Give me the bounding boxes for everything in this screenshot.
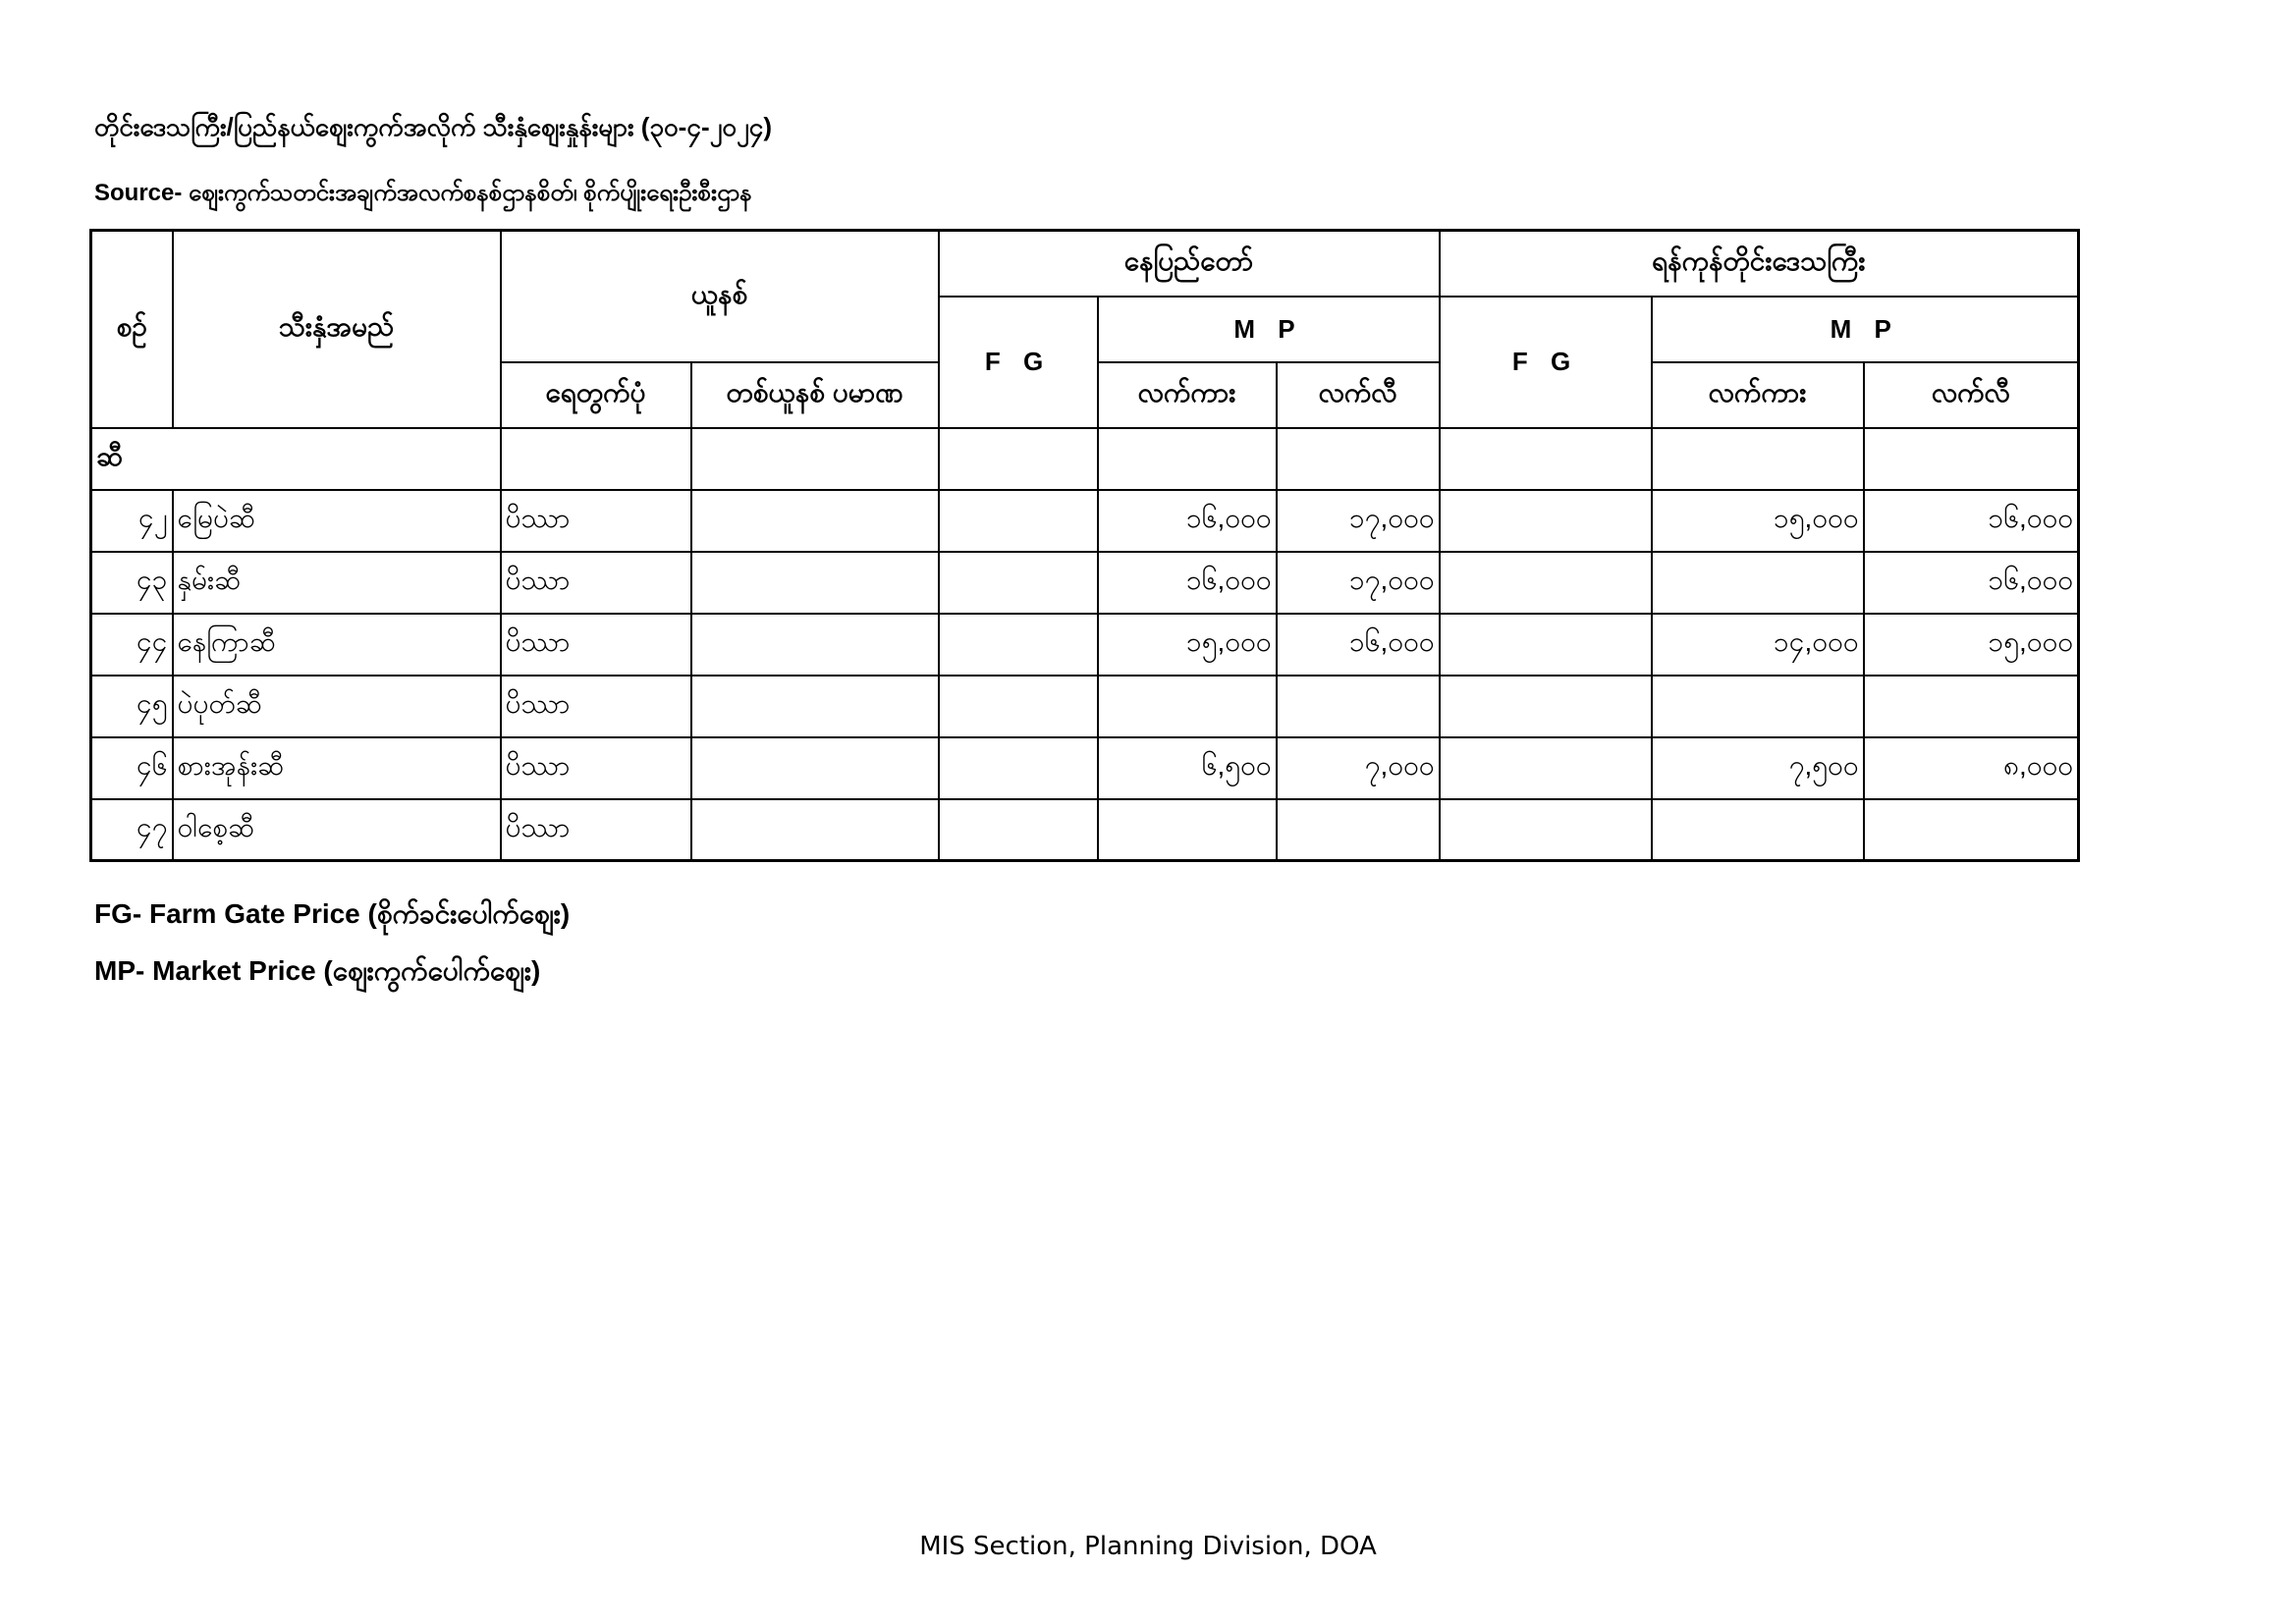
unit-cell: ပိဿာ [501, 552, 691, 614]
ygn-retail-cell: ၈,၀၀၀ [1864, 737, 2079, 799]
ygn-wholesale-cell: ၁၅,၀၀၀ [1652, 490, 1864, 552]
npt-retail-cell [1277, 676, 1440, 737]
npt-retail-cell [1277, 799, 1440, 861]
row-no-cell: ၄၂ [91, 490, 173, 552]
header-region-naypyitaw: နေပြည်တော် [939, 231, 1440, 297]
npt-fg-cell [939, 490, 1098, 552]
unit-metric-cell [691, 737, 939, 799]
header-ygn-fg: F G [1440, 297, 1652, 428]
ygn-retail-cell [1864, 799, 2079, 861]
crop-name-cell: ဝါစေ့ဆီ [173, 799, 501, 861]
header-region-yangon: ရန်ကုန်တိုင်းဒေသကြီး [1440, 231, 2079, 297]
unit-cell: ပိဿာ [501, 490, 691, 552]
ygn-retail-cell [1864, 676, 2079, 737]
header-crop-name: သီးနှံအမည် [173, 231, 501, 428]
table-cell [1652, 428, 1864, 490]
unit-metric-cell [691, 676, 939, 737]
table-row [91, 614, 2079, 676]
ygn-fg-cell [1440, 676, 1652, 737]
crop-name-cell: နှမ်းဆီ [173, 552, 501, 614]
ygn-wholesale-cell [1652, 799, 1864, 861]
npt-retail-cell: ၁၇,၀၀၀ [1277, 552, 1440, 614]
npt-wholesale-cell [1098, 676, 1277, 737]
table-cell [939, 428, 1098, 490]
legend-fg: FG- Farm Gate Price (စိုက်ခင်းပေါက်ဈေး) [94, 898, 571, 929]
unit-cell: ပိဿာ [501, 799, 691, 861]
npt-fg-cell [939, 676, 1098, 737]
header-npt-retail: လက်လီ [1277, 362, 1440, 428]
header-ygn-retail: လက်လီ [1864, 362, 2079, 428]
header-unit-local: ရေတွက်ပုံ [501, 362, 691, 428]
ygn-retail-cell: ၁၆,၀၀၀ [1864, 552, 2079, 614]
npt-wholesale-cell [1098, 799, 1277, 861]
unit-metric-cell [691, 490, 939, 552]
row-no-cell: ၄၄ [91, 614, 173, 676]
category-row [91, 428, 2079, 490]
npt-wholesale-cell: ၁၅,၀၀၀ [1098, 614, 1277, 676]
npt-wholesale-cell: ၁၆,၀၀၀ [1098, 490, 1277, 552]
unit-cell: ပိဿာ [501, 614, 691, 676]
ygn-retail-cell: ၁၆,၀၀၀ [1864, 490, 2079, 552]
table-row [91, 552, 2079, 614]
unit-metric-cell [691, 799, 939, 861]
npt-wholesale-cell: ၁၆,၀၀၀ [1098, 552, 1277, 614]
price-table [89, 229, 2080, 862]
crop-name-cell: မြေပဲဆီ [173, 490, 501, 552]
table-cell [691, 428, 939, 490]
category-label: ဆီ [91, 428, 501, 490]
row-no-cell: ၄၅ [91, 676, 173, 737]
header-no: စဉ် [91, 231, 173, 428]
row-no-cell: ၄၇ [91, 799, 173, 861]
unit-cell: ပိဿာ [501, 737, 691, 799]
page-footer: MIS Section, Planning Division, DOA [919, 1532, 1377, 1561]
npt-fg-cell [939, 614, 1098, 676]
unit-metric-cell [691, 614, 939, 676]
ygn-fg-cell [1440, 490, 1652, 552]
ygn-retail-cell: ၁၅,၀၀၀ [1864, 614, 2079, 676]
table-cell [1864, 428, 2079, 490]
crop-name-cell: စားအုန်းဆီ [173, 737, 501, 799]
header-row-1 [91, 231, 2079, 297]
npt-retail-cell: ၁၇,၀၀၀ [1277, 490, 1440, 552]
ygn-wholesale-cell: ၁၄,၀၀၀ [1652, 614, 1864, 676]
table-cell [1277, 428, 1440, 490]
ygn-fg-cell [1440, 737, 1652, 799]
ygn-wholesale-cell: ၇,၅၀၀ [1652, 737, 1864, 799]
ygn-wholesale-cell [1652, 676, 1864, 737]
row-no-cell: ၄၆ [91, 737, 173, 799]
ygn-fg-cell [1440, 614, 1652, 676]
crop-name-cell: နေကြာဆီ [173, 614, 501, 676]
ygn-fg-cell [1440, 799, 1652, 861]
table-row [91, 490, 2079, 552]
table-row [91, 676, 2079, 737]
npt-fg-cell [939, 552, 1098, 614]
header-ygn-wholesale: လက်ကား [1652, 362, 1864, 428]
table-row [91, 799, 2079, 861]
header-npt-fg: F G [939, 297, 1098, 428]
ygn-wholesale-cell [1652, 552, 1864, 614]
npt-fg-cell [939, 799, 1098, 861]
header-unit-group: ယူနစ် [501, 231, 939, 362]
document-source: Source- ဈေးကွက်သတင်းအချက်အလက်စနစ်ဌာနစိတ်၊ စိုက်ပျိုးရေးဦးစီးဌာန [94, 180, 752, 206]
ygn-fg-cell [1440, 552, 1652, 614]
header-npt-mp: M P [1098, 297, 1440, 362]
table-cell [1098, 428, 1277, 490]
header-unit-metric: တစ်ယူနစ် ပမာဏ [691, 362, 939, 428]
table-cell [1440, 428, 1652, 490]
npt-fg-cell [939, 737, 1098, 799]
npt-retail-cell: ၁၆,၀၀၀ [1277, 614, 1440, 676]
legend-mp: MP- Market Price (ဈေးကွက်ပေါက်ဈေး) [94, 955, 541, 986]
unit-cell: ပိဿာ [501, 676, 691, 737]
header-npt-wholesale: လက်ကား [1098, 362, 1277, 428]
document-title: တိုင်းဒေသကြီး/ပြည်နယ်ဈေးကွက်အလိုက် သီးနှံဈေးနှုန်းများ (၃၀-၄-၂၀၂၄) [94, 112, 773, 141]
npt-retail-cell: ၇,၀၀၀ [1277, 737, 1440, 799]
npt-wholesale-cell: ၆,၅၀၀ [1098, 737, 1277, 799]
table-cell [501, 428, 691, 490]
table-row [91, 737, 2079, 799]
unit-metric-cell [691, 552, 939, 614]
header-ygn-mp: M P [1652, 297, 2079, 362]
row-no-cell: ၄၃ [91, 552, 173, 614]
crop-name-cell: ပဲပုတ်ဆီ [173, 676, 501, 737]
